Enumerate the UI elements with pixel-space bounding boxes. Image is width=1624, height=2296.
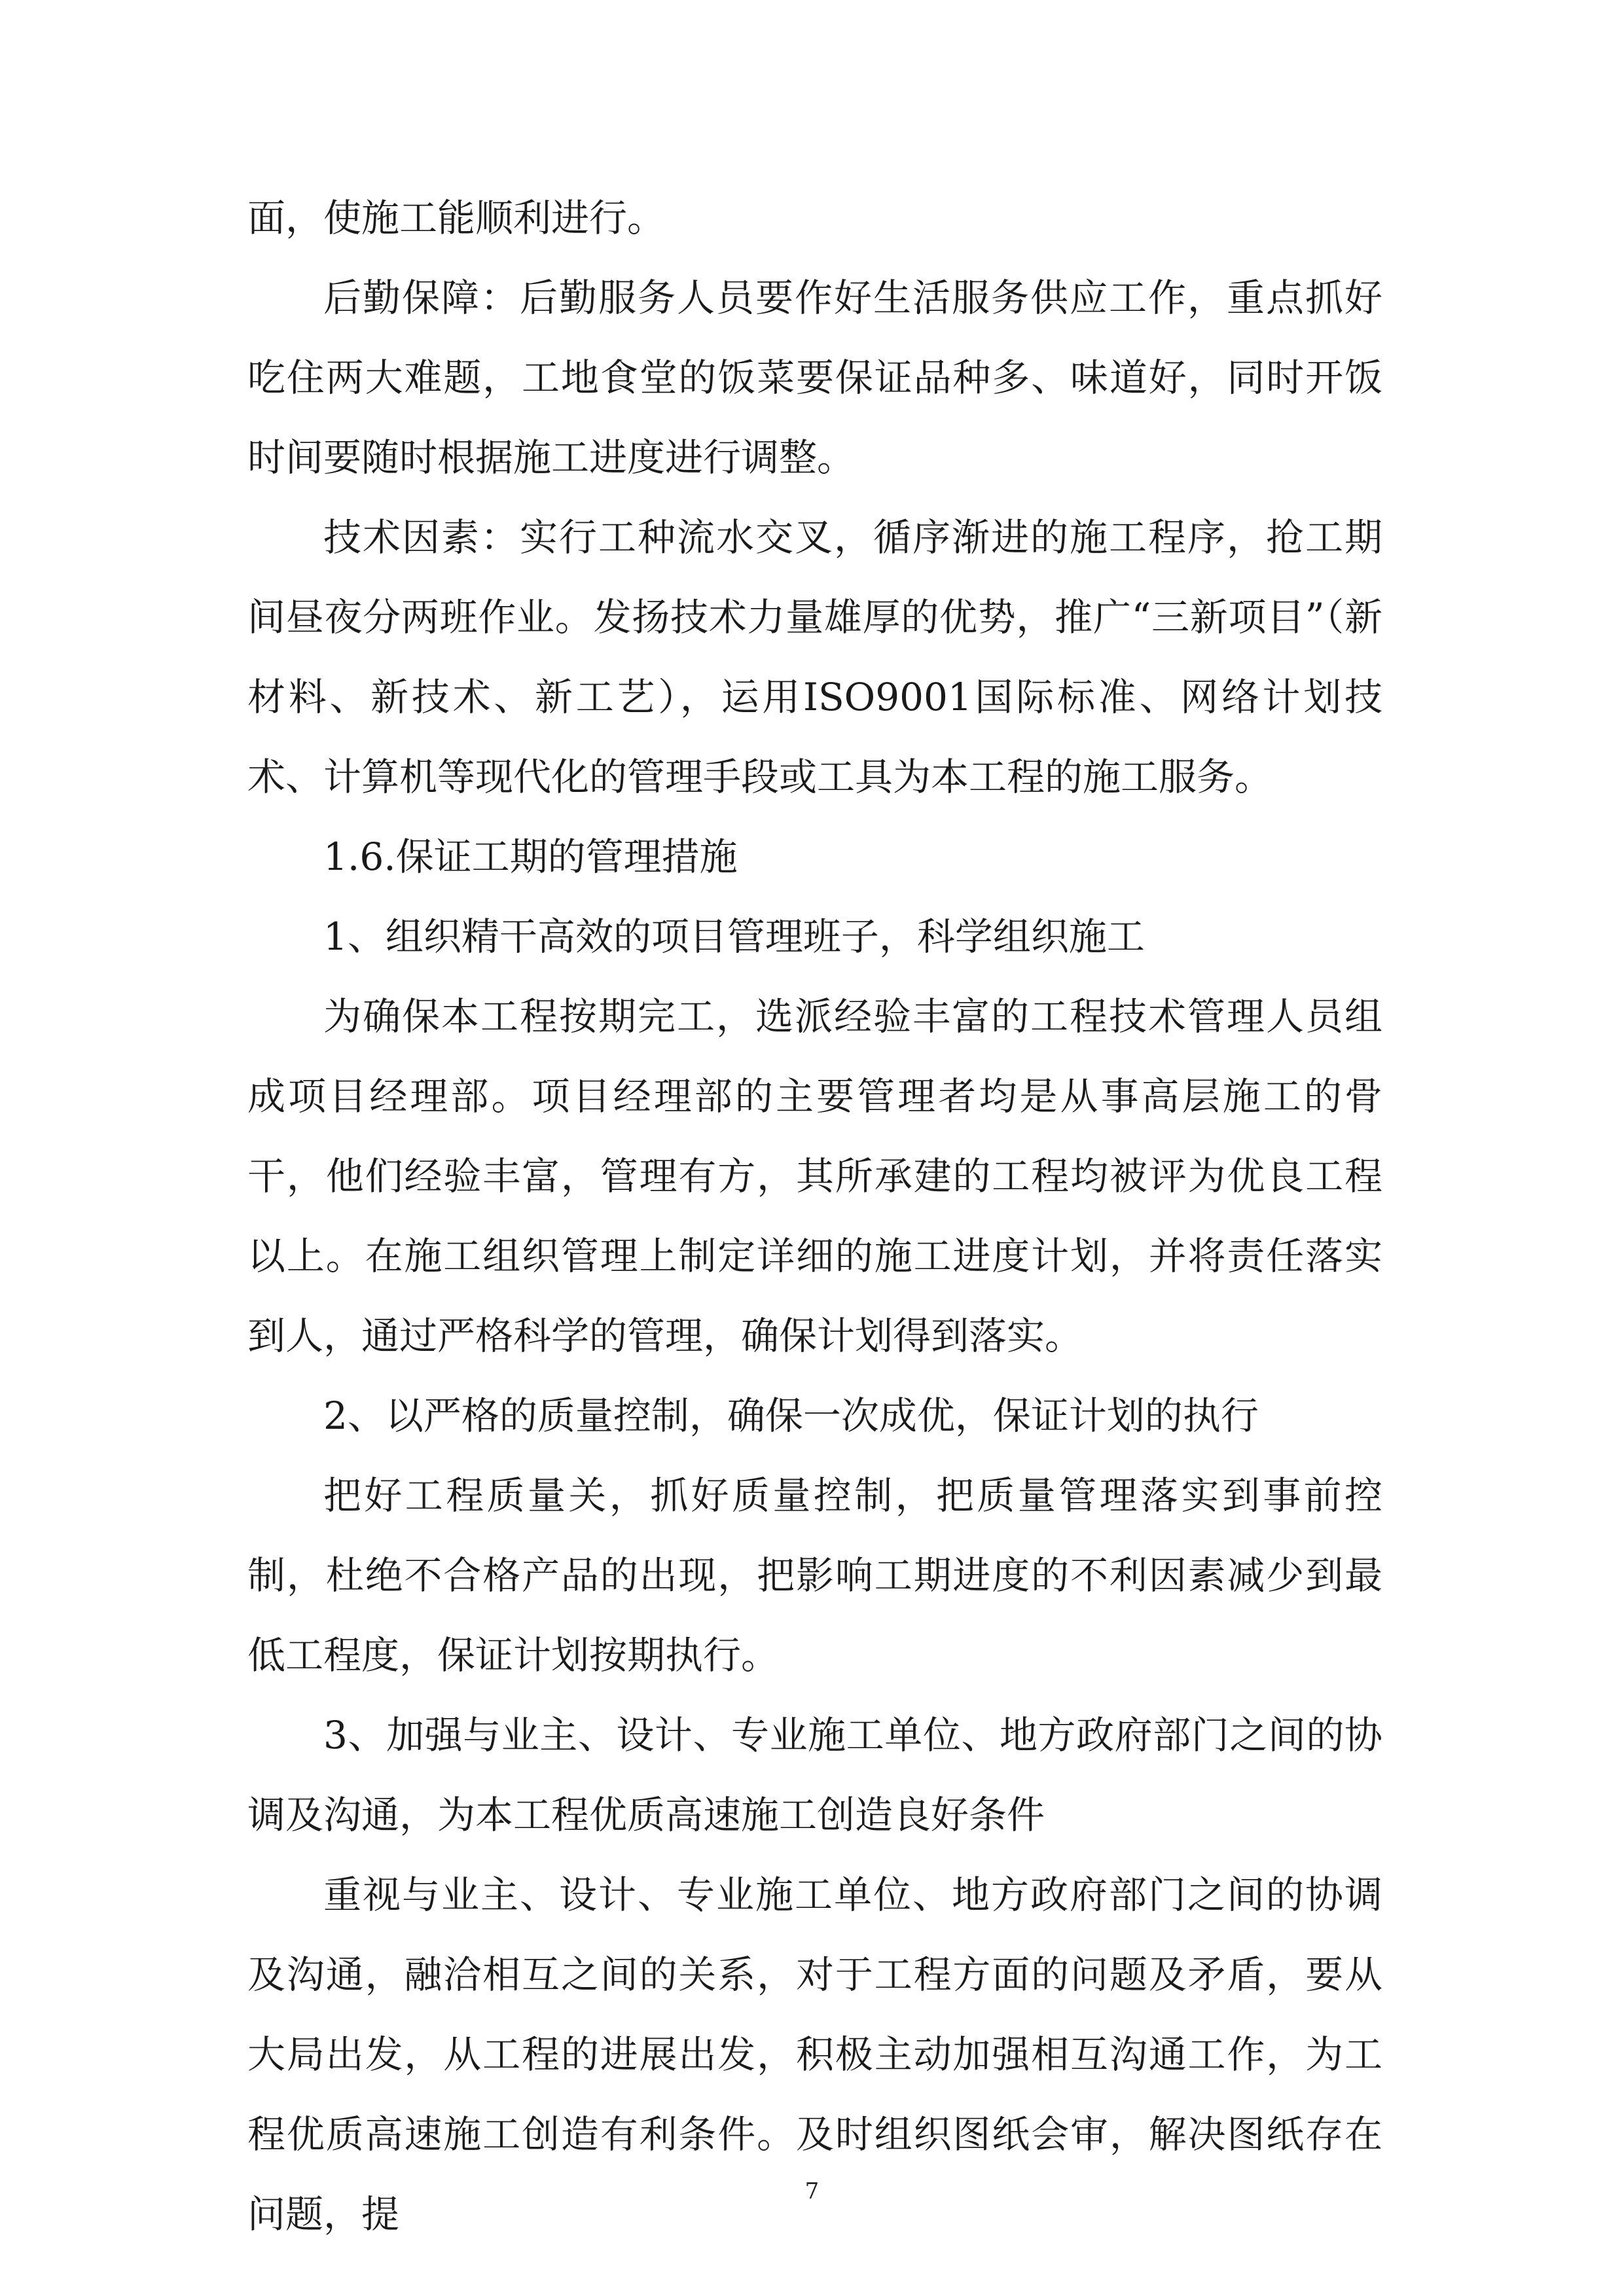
page-number: 7 — [804, 2178, 820, 2204]
paragraph-logistics: 后勤保障：后勤服务人员要作好生活服务供应工作，重点抓好吃住两大难题，工地食堂的饭菜要保证品种多、味道好，同时开饭时间要随时根据施工进度进行调整。 — [247, 276, 1382, 480]
paragraph-technical-factors: 技术因素：实行工种流水交叉，循序渐进的施工程序，抢工期间昼夜分两班作业。发扬技术力量雄厚的优势，推广“三新项目”（新材料、新技术、新工艺），运用ISO9001国际标准、网络计划技术、计算机等现代化的管理手段或工具为本工程的施工服务。 — [247, 515, 1382, 799]
document-body — [247, 178, 1382, 2254]
paragraph-coordination: 重视与业主、设计、专业施工单位、地方政府部门之间的协调及沟通，融洽相互之间的关系，对于工程方面的问题及矛盾，要从大局出发，从工程的进展出发，积极主动加强相互沟通工作，为工程优质高速施工创造有利条件。及时组织图纸会审，解决图纸存在问题，提 — [247, 1873, 1382, 2236]
paragraph-project-team: 为确保本工程按期完工，选派经验丰富的工程技术管理人员组成项目经理部。项目经理部的主要管理者均是从事高层施工的骨干，他们经验丰富，管理有方，其所承建的工程均被评为优良工程以上。在施工组织管理上制定详细的施工进度计划，并将责任落实到人，通过严格科学的管理，确保计划得到落实。 — [247, 994, 1382, 1358]
section-heading: 1.6.保证工期的管理措施 — [323, 834, 738, 879]
subheading-1: 1、组织精干高效的项目管理班子，科学组织施工 — [323, 914, 1145, 959]
paragraph-quality-control: 把好工程质量关，抓好质量控制，把质量管理落实到事前控制，杜绝不合格产品的出现，把影响工期进度的不利因素减少到最低工程度，保证计划按期执行。 — [247, 1473, 1382, 1677]
subheading-2: 2、以严格的质量控制，确保一次成优，保证计划的执行 — [323, 1393, 1259, 1438]
paragraph-continuation: 面，使施工能顺利进行。 — [247, 196, 666, 240]
subheading-3: 3、加强与业主、设计、专业施工单位、地方政府部门之间的协调及沟通，为本工程优质高速施工创造良好条件 — [247, 1713, 1382, 1837]
